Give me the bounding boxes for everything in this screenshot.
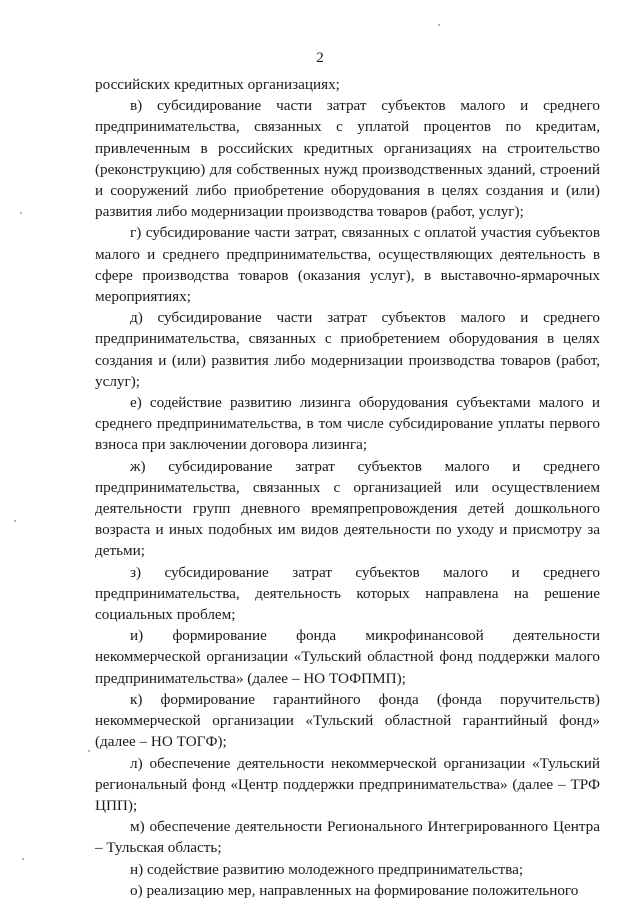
scan-speck [22,858,24,860]
paragraph: к) формирование гарантийного фонда (фонда поручительств) некоммерческой организации «Тульский областной гарантийный фонд» (далее – НО ТОГФ); [95,690,600,751]
scan-speck [88,750,90,752]
paragraph: н) содействие развитию молодежного предпринимательства; [130,860,524,878]
document-body [95,74,600,901]
paragraph: ж) субсидирование затрат субъектов малого и среднего предпринимательства, связанных с организацией или осуществлением деятельности групп дневного времяпрепровождения детей дошкольного возраста и иных подобных им видов деятельности по уходу и присмотру за детьми; [95,457,600,560]
scan-speck [438,24,440,26]
paragraph: з) субсидирование затрат субъектов малого и среднего предпринимательства, деятельность которых направлена на решение социальных проблем; [95,563,600,624]
paragraph: л) обеспечение деятельности некоммерческой организации «Тульский региональный фонд «Центр поддержки предпринимательства» (далее – ТРФ ЦПП); [95,754,600,814]
paragraph: г) субсидирование части затрат, связанных с оплатой участия субъектов малого и среднего предпринимательства, осуществляющих деятельность в сфере производства товаров (оказания услуг), в выставочно-ярмарочных мероприятиях; [95,224,600,306]
paragraph: е) содействие развитию лизинга оборудования субъектами малого и среднего предпринимательства, в том числе субсидирование уплаты первого взноса при заключении договора лизинга; [95,394,600,454]
paragraph: и) формирование фонда микрофинансовой деятельности некоммерческой организации «Тульский областной фонд поддержки малого предпринимательства» (далее – НО ТОФПМП); [95,627,600,687]
paragraph: д) субсидирование части затрат субъектов малого и среднего предпринимательства, связанных с приобретением оборудования в целях создания и (или) развития либо модернизации производства товаров (работ, услуг); [95,309,600,390]
scan-speck [20,212,22,214]
paragraph: российских кредитных организациях; [95,76,340,93]
page-number: 2 [316,50,324,66]
scan-speck [14,520,16,522]
paragraph: о) реализацию мер, направленных на формирование положительного [130,881,579,899]
paragraph: м) обеспечение деятельности Регионального Интегрированного Центра – Тульская область; [95,818,600,857]
paragraph: в) субсидирование части затрат субъектов малого и среднего предпринимательства, связанных с уплатой процентов по кредитам, привлеченным в российских кредитных организациях на строительство (реконструкцию) для собственных нужд производственных зданий, строений и сооружений либо приобретение оборудования в целях создания и (или) развития либо модернизации производства товаров (работ, услуг); [95,97,600,221]
